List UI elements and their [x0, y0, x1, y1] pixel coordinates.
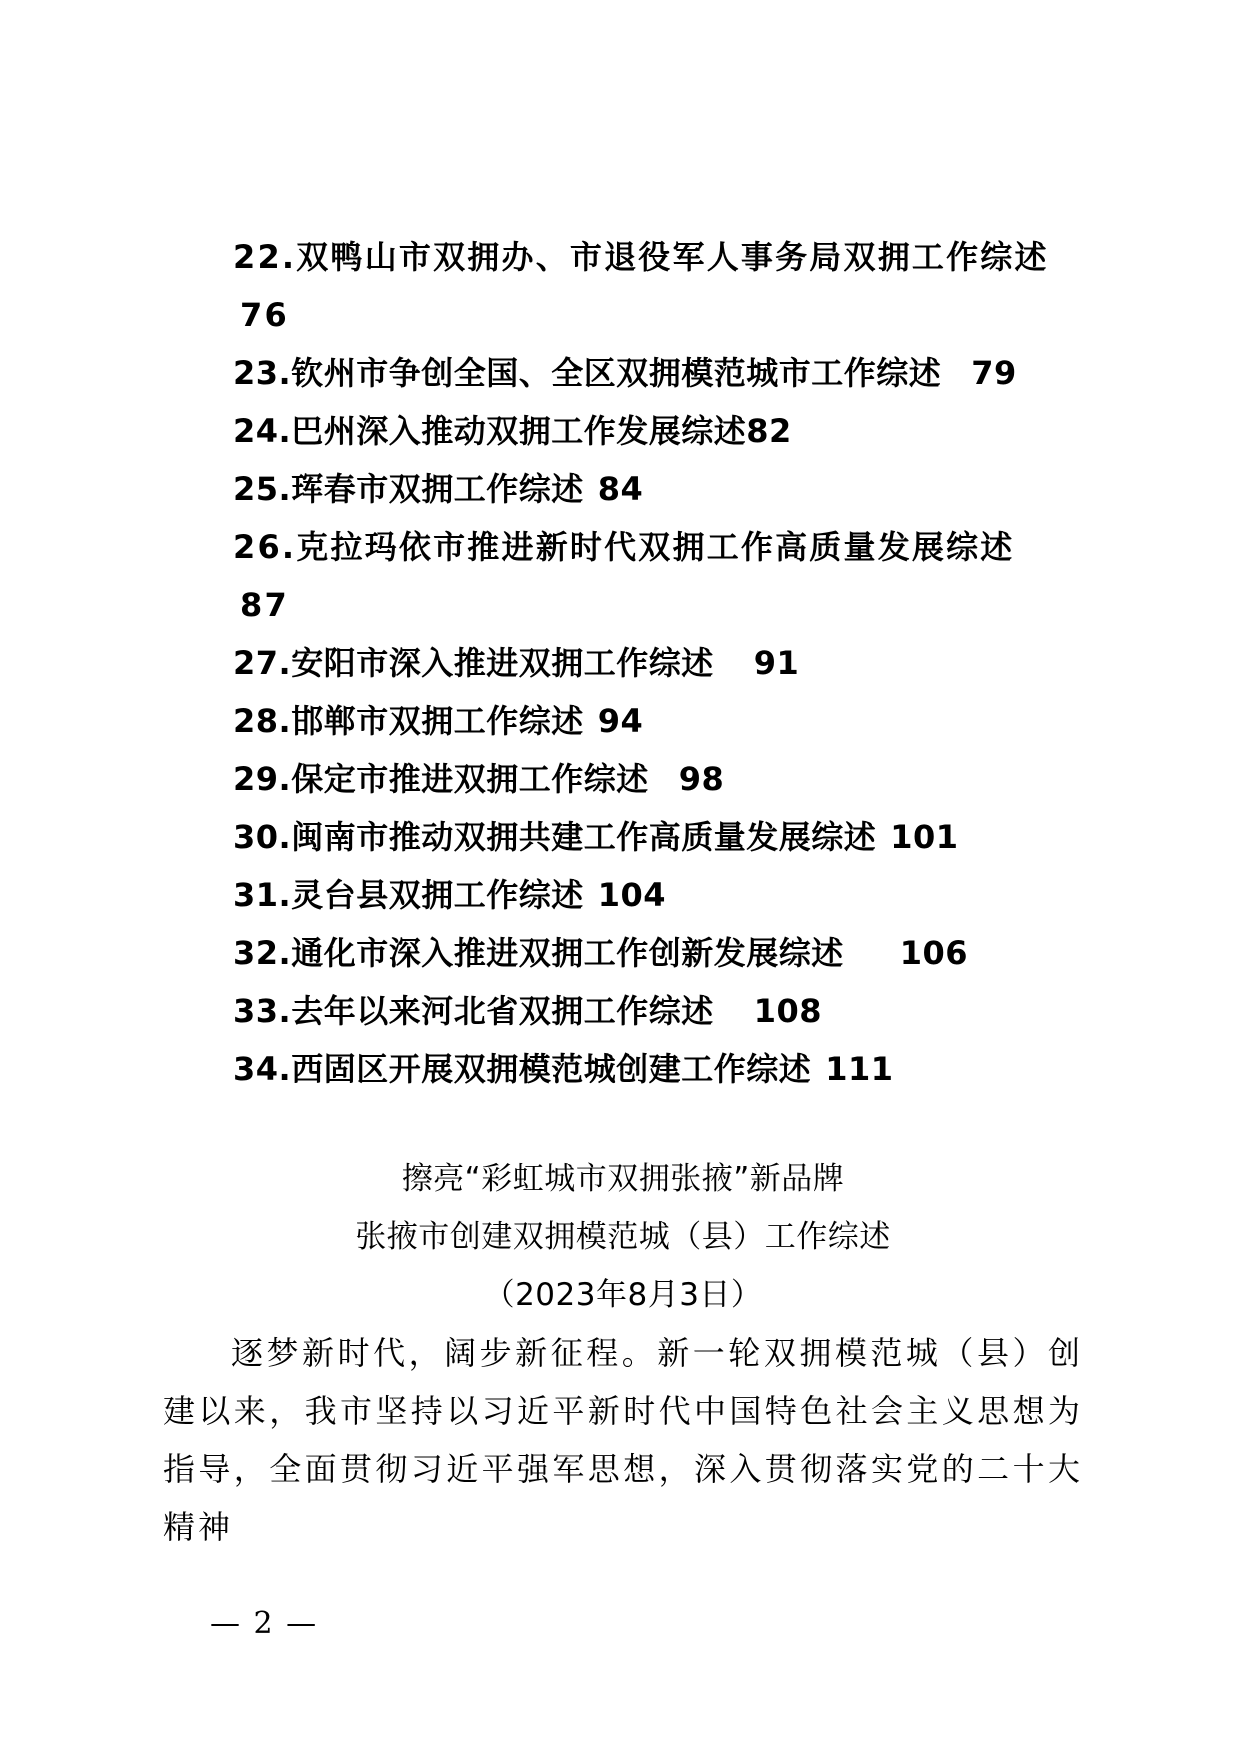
toc-entry-title: 32.通化市深入推进双拥工作创新发展综述 — [233, 934, 844, 972]
toc-entry — [233, 924, 1093, 982]
toc-entry-title: 27.安阳市深入推进双拥工作综述 — [233, 644, 714, 682]
toc-entry — [233, 866, 1093, 924]
toc-entry-title: 24.巴州深入推动双拥工作发展综述 — [233, 412, 747, 450]
article — [163, 1150, 1083, 1556]
toc-entry-title: 29.保定市推进双拥工作综述 — [233, 760, 649, 798]
toc-entry — [233, 344, 1093, 402]
toc-page-number: 98 — [678, 760, 725, 798]
toc-entry — [233, 518, 1093, 634]
toc-entry-title: 22.双鸭山市双拥办、市退役军人事务局双拥工作综述 — [233, 238, 1049, 276]
toc-page-number: 111 — [825, 1050, 894, 1088]
toc-entry — [233, 1040, 1093, 1098]
toc-entry — [233, 228, 1093, 344]
toc-entry — [233, 750, 1093, 808]
toc-entry — [233, 460, 1093, 518]
toc-page-number: 79 — [971, 354, 1017, 392]
toc-page-number: 108 — [753, 992, 822, 1030]
page-number: — 2 — — [210, 1606, 319, 1641]
toc-entry — [233, 634, 1093, 692]
toc-page-number: 76 — [240, 296, 289, 334]
toc-entry-title: 26.克拉玛依市推进新时代双拥工作高质量发展综述 — [233, 528, 1015, 566]
toc-entry — [233, 692, 1093, 750]
toc-entry-title: 30.闽南市推动双拥共建工作高质量发展综述 — [233, 818, 877, 856]
toc-page-number: 91 — [753, 644, 800, 682]
toc-entry — [233, 808, 1093, 866]
toc-page-number: 101 — [890, 818, 959, 856]
toc-page-number: 84 — [597, 470, 644, 508]
toc-page-number: 106 — [899, 934, 968, 972]
toc-entry-title: 34.西固区开展双拥模范城创建工作综述 — [233, 1050, 812, 1088]
toc-entry-title: 31.灵台县双拥工作综述 — [233, 876, 584, 914]
toc-page-number: 82 — [746, 412, 792, 450]
article-paragraph: 逐梦新时代，阔步新征程。新一轮双拥模范城（县）创建以来，我市坚持以习近平新时代中国特色社会主义思想为指导，全面贯彻习近平强军思想，深入贯彻落实党的二十大精神 — [163, 1334, 1083, 1546]
toc-entry-title: 25.珲春市双拥工作综述 — [233, 470, 584, 508]
toc-entry-title: 28.邯郸市双拥工作综述 — [233, 702, 584, 740]
toc-entry-title: 23.钦州市争创全国、全区双拥模范城市工作综述 — [233, 354, 942, 392]
article-date: （2023年8月3日） — [483, 1277, 763, 1313]
article-title: 擦亮“彩虹城市双拥张掖”新品牌 — [401, 1161, 845, 1197]
toc-entry — [233, 402, 1093, 460]
toc-entry — [233, 982, 1093, 1040]
toc-page-number: 87 — [240, 586, 289, 624]
toc-entry-title: 33.去年以来河北省双拥工作综述 — [233, 992, 714, 1030]
table-of-contents — [233, 228, 1093, 1098]
article-subtitle: 张掖市创建双拥模范城（县）工作综述 — [355, 1219, 891, 1255]
toc-page-number: 94 — [597, 702, 644, 740]
toc-page-number: 104 — [597, 876, 666, 914]
